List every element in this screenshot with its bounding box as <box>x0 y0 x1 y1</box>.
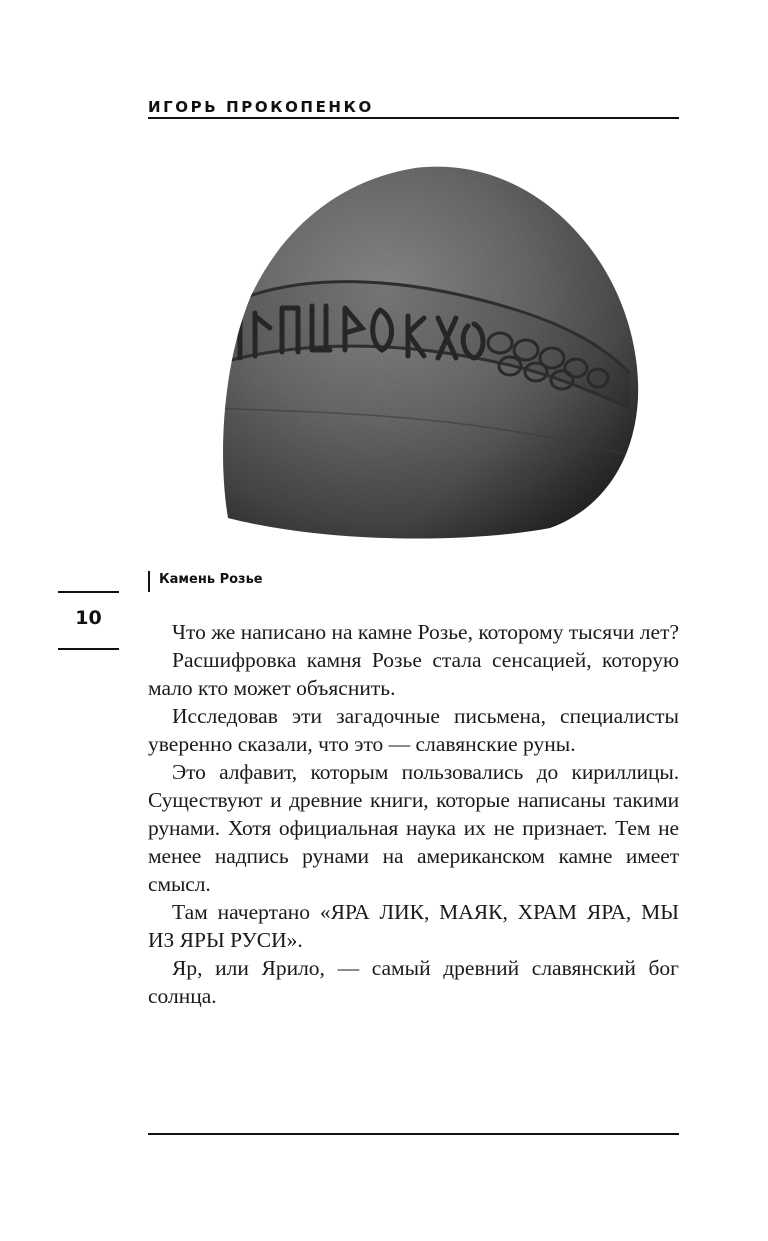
figure-caption: Камень Розье <box>159 572 263 587</box>
paragraph: Исследовав эти загадочные письмена, специалисты уверенно сказали, что это — славянские руны. <box>148 704 679 756</box>
caption-marker <box>148 571 150 592</box>
rosier-stone-photo <box>210 158 646 544</box>
body-text <box>148 618 679 1010</box>
paragraph: Что же написано на камне Розье, которому тысячи лет? <box>172 620 680 644</box>
header-rule <box>148 117 679 119</box>
page-number: 10 <box>75 607 102 629</box>
footer-rule <box>148 1133 679 1135</box>
running-header-author: ИГОРЬ ПРОКОПЕНКО <box>148 98 374 116</box>
paragraph: Яр, или Ярило, — самый древний славянский бог солнца. <box>148 956 679 1008</box>
page-number-rule-bottom <box>58 648 119 650</box>
paragraph: Это алфавит, которым пользовались до кириллицы. Существуют и древние книги, которые написаны такими рунами. Хотя официальная наука их не признает. Тем не менее надпись рунами на американском камне имеет смысл. <box>148 760 679 896</box>
paragraph: Расшифровка камня Розье стала сенсацией, которую мало кто может объяснить. <box>148 648 679 700</box>
paragraph: Там начертано «ЯРА ЛИК, МАЯК, ХРАМ ЯРА, МЫ ИЗ ЯРЫ РУСИ». <box>148 900 679 952</box>
page-number-rule-top <box>58 591 119 593</box>
